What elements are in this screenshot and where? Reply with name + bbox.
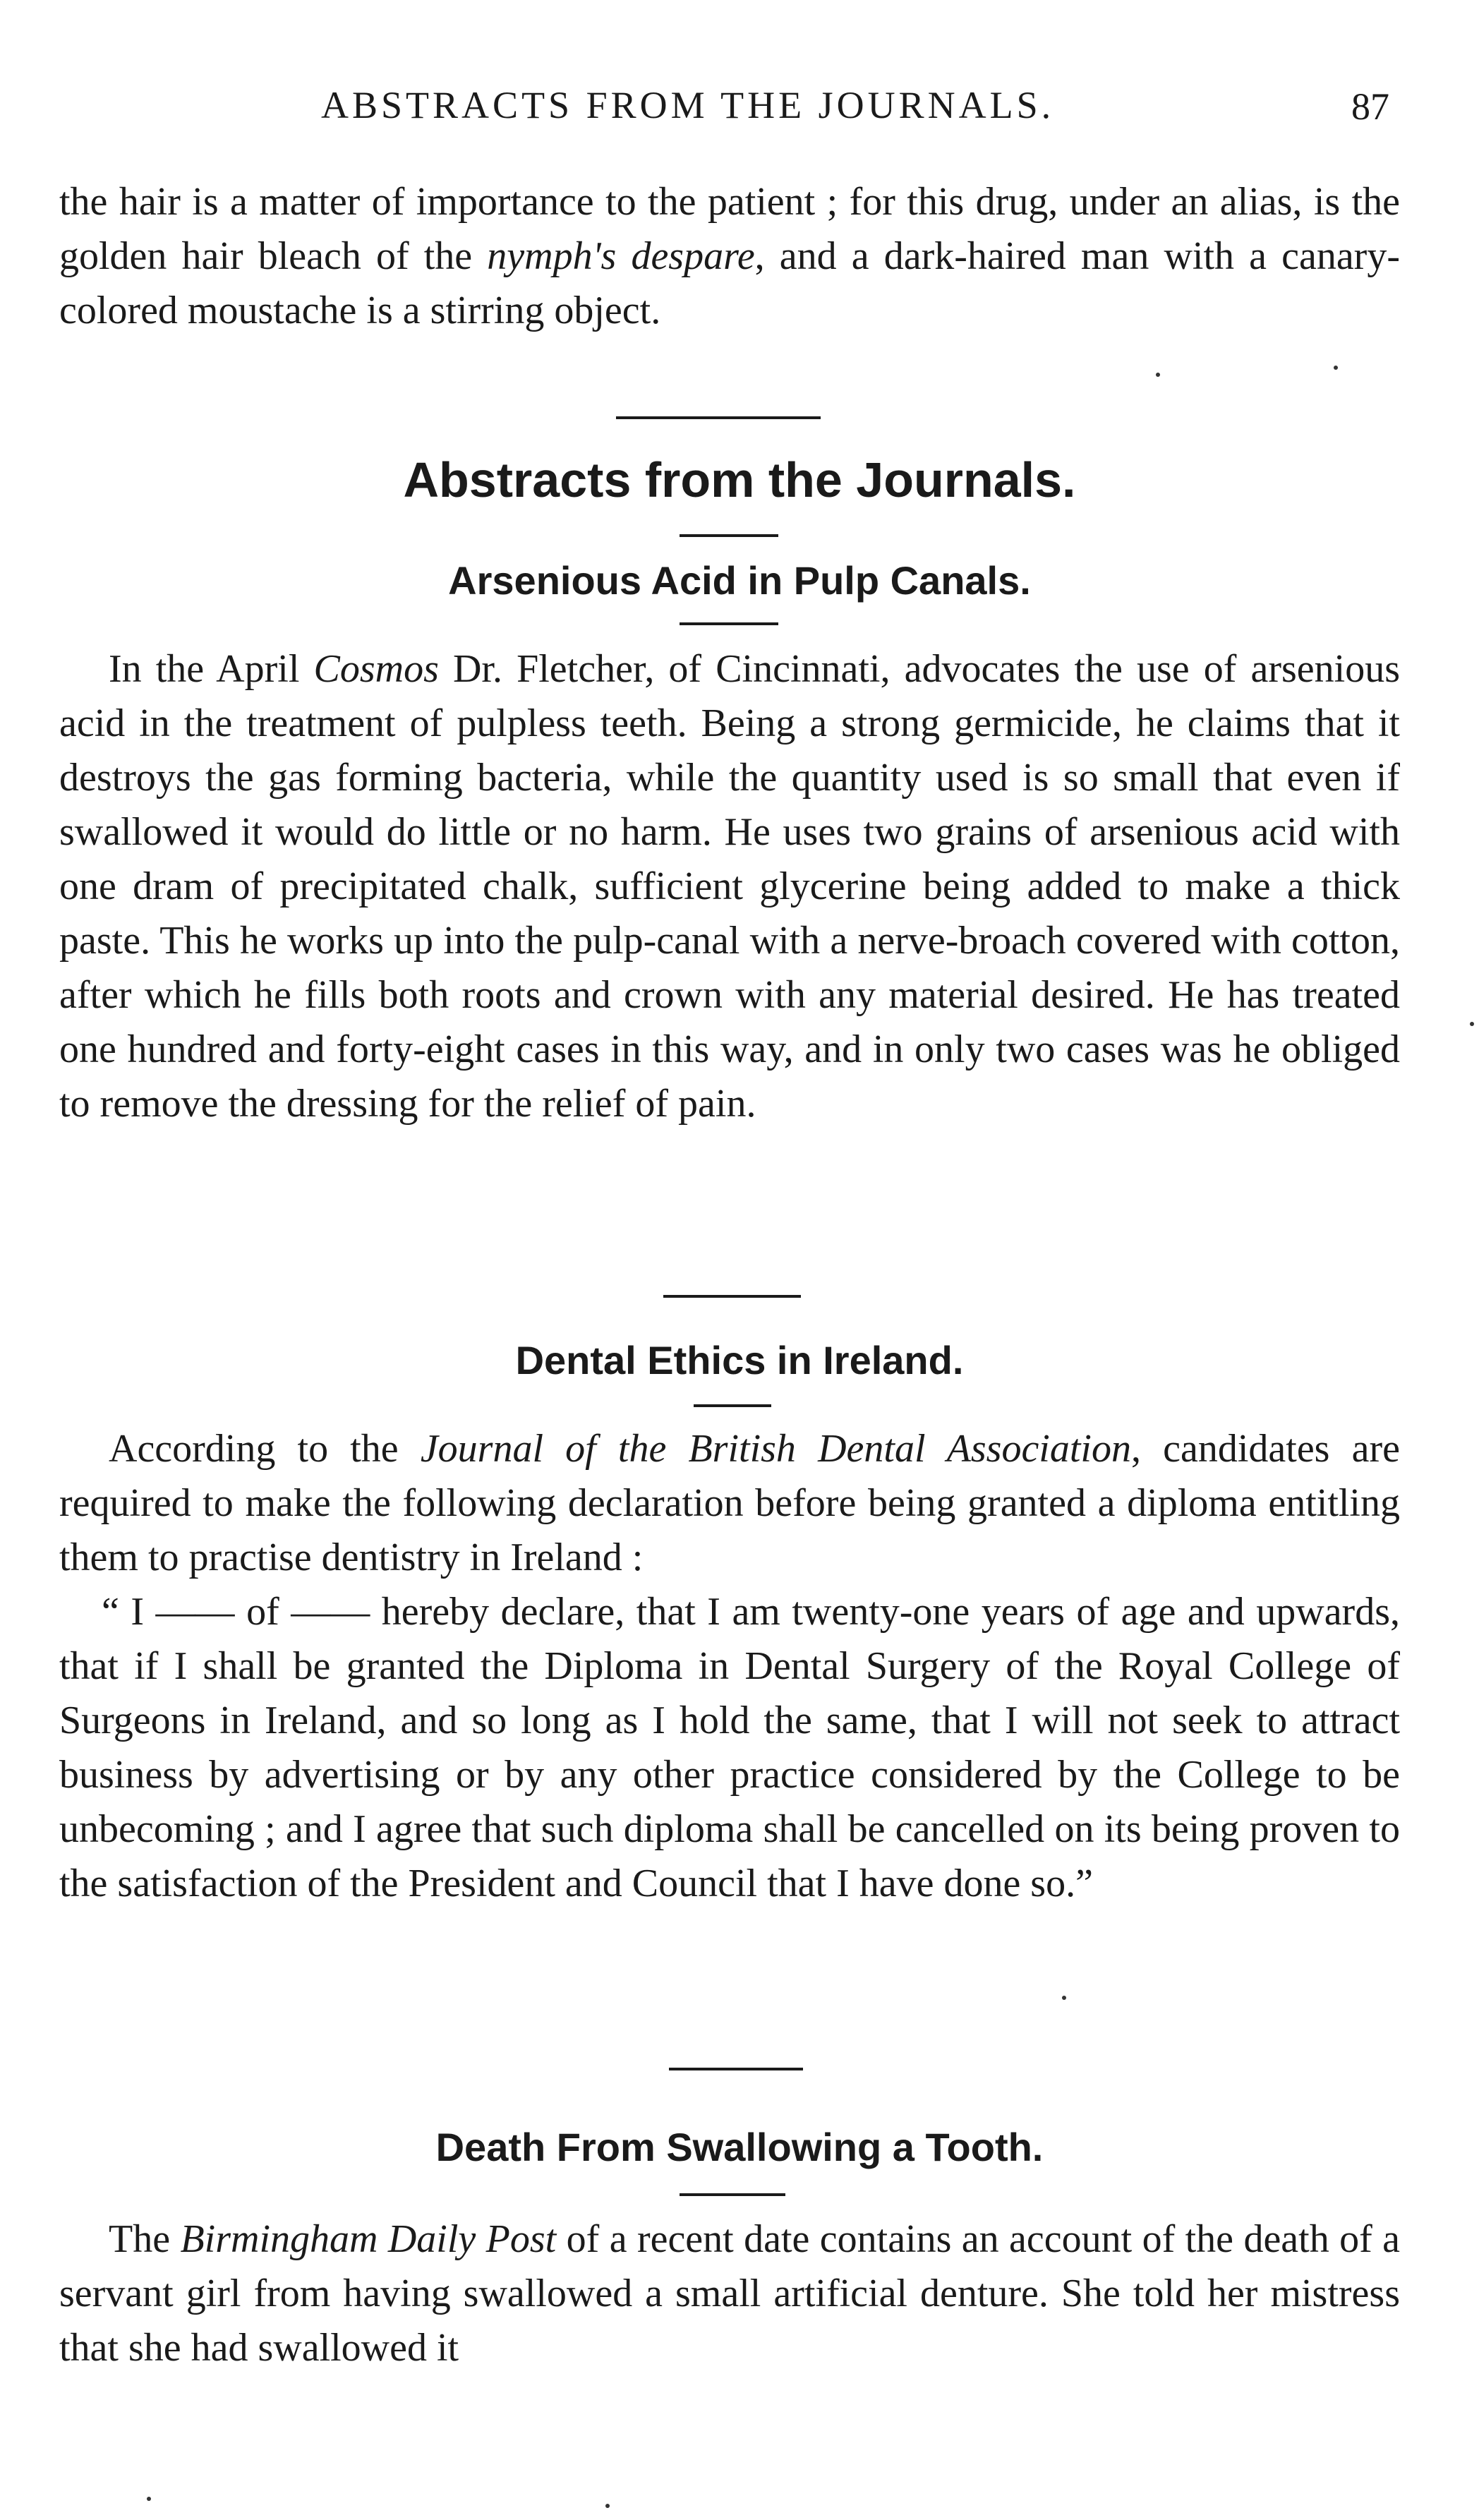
paper-speck bbox=[1334, 366, 1338, 370]
divider-rule bbox=[616, 416, 821, 419]
newspaper-title: Birmingham Daily Post bbox=[180, 2217, 557, 2261]
section-title-arsenious-acid: Arsenious Acid in Pulp Canals. bbox=[448, 558, 1031, 603]
swallowed-tooth-text-body: of a recent date contains an account of the death of a servant girl from having swallowed a small artificial denture. She told her mistress that she had swallowed it bbox=[59, 2217, 1401, 2370]
paper-speck bbox=[1062, 1996, 1066, 2000]
paper-speck bbox=[147, 2497, 151, 2501]
divider-rule bbox=[694, 1404, 771, 1407]
dental-ethics-text-start: According to the bbox=[109, 1427, 421, 1471]
intro-text-start: the hair is a matter of importance to the patient ; for this drug, under an alias, is the golden hair bleach of the bbox=[59, 180, 1400, 278]
section-title-swallowed-tooth: Death From Swallowing a Tooth. bbox=[435, 2125, 1044, 2169]
divider-rule bbox=[663, 1295, 801, 1298]
paper-speck bbox=[605, 2504, 610, 2508]
divider-rule bbox=[680, 2193, 785, 2196]
intro-paragraph bbox=[59, 175, 1400, 338]
page-number: 87 bbox=[1351, 85, 1389, 128]
paper-speck bbox=[1156, 373, 1160, 377]
divider-rule bbox=[680, 622, 778, 625]
running-head: ABSTRACTS FROM THE JOURNALS. bbox=[321, 84, 1055, 126]
arsenious-acid-paragraph bbox=[59, 642, 1400, 1131]
intro-italic-term: nymph's despare bbox=[487, 234, 755, 278]
dental-ethics-paragraph bbox=[59, 1422, 1400, 1585]
dental-ethics-text-body: , candidates are required to make the following declaration before being granted a diploma entitling them to practise dentistry in Ireland : bbox=[59, 1427, 1400, 1579]
swallowed-tooth-paragraph bbox=[59, 2212, 1400, 2375]
main-title: Abstracts from the Journals. bbox=[403, 452, 1076, 507]
intro-text-end: , and a dark-haired man with a canary-colored moustache is a stirring object. bbox=[59, 234, 1400, 332]
journal-title-bda: Journal of the British Dental Association bbox=[420, 1427, 1131, 1471]
section-title-dental-ethics: Dental Ethics in Ireland. bbox=[515, 1338, 964, 1382]
divider-rule bbox=[669, 2068, 803, 2070]
declaration-quote: “ I —— of —— hereby declare, that I am twenty-one years of age and upwards, that if I shall be granted the Diploma in Dental Surgery of the Royal College of Surgeons in Ireland, and so long as I hold the same, that I will not seek to attract business by advertising or by any other practice considered by the College to be unbecoming ; and I agree that such diploma shall be cancelled on its being proven to the satisfaction of the President and Council that I have done so.” bbox=[59, 1590, 1400, 1905]
paper-speck bbox=[1470, 1022, 1474, 1026]
journal-title-cosmos: Cosmos bbox=[313, 647, 439, 691]
divider-rule bbox=[680, 534, 778, 537]
swallowed-tooth-text-start: The bbox=[109, 2217, 181, 2261]
arsenious-text-start: In the April bbox=[109, 647, 314, 691]
arsenious-text-body: Dr. Fletcher, of Cincinnati, advocates the use of arsenious acid in the treatment of pulpless teeth. Being a strong germicide, he claims that it destroys the gas forming bacteria, while the quantity used is so small that even if swallowed it would do little or no harm. He uses two grains of arsenious acid with one dram of precipitated chalk, sufficient glycerine being added to make a thick paste. This he works up into the pulp-canal with a nerve-broach covered with cotton, after which he fills both roots and crown with any material desired. He has treated one hundred and forty-eight cases in this way, and in only two cases was he obliged to remove the dressing for the relief of pain. bbox=[59, 647, 1400, 1126]
